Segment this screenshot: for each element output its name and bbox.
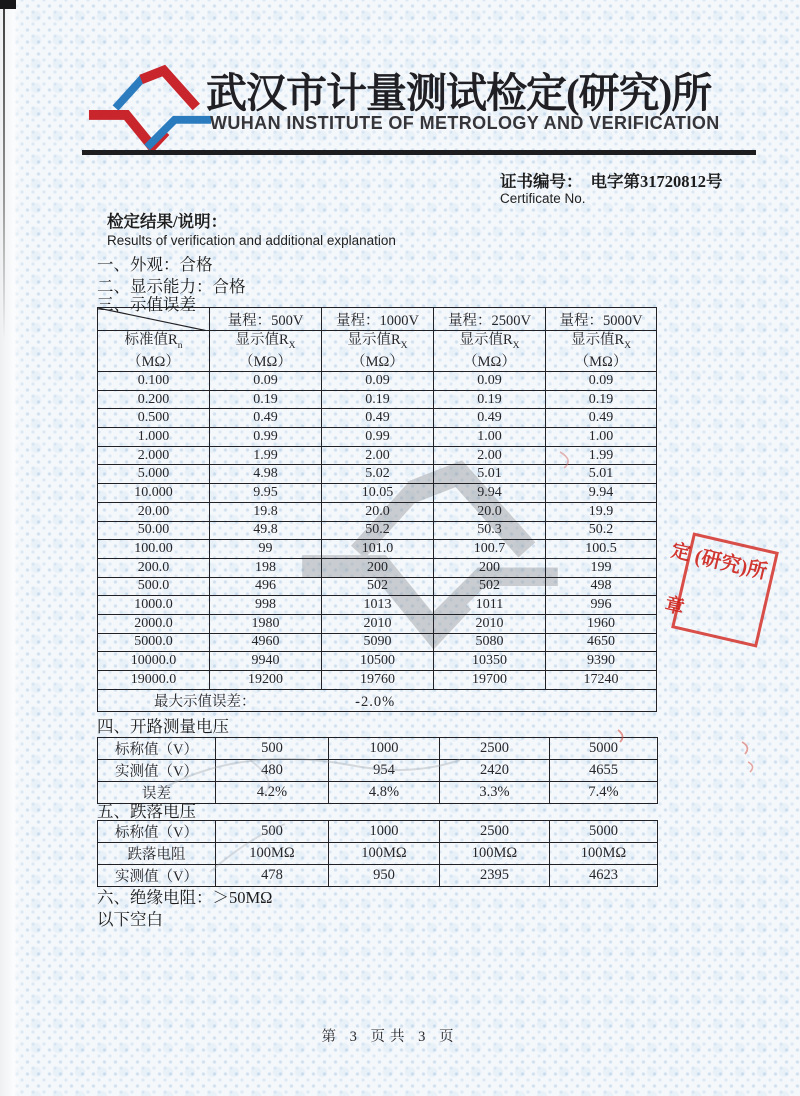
table-row <box>98 760 658 782</box>
header-rule <box>82 150 756 155</box>
column-header-row <box>98 331 657 372</box>
value-cell: 2500 <box>440 738 550 760</box>
value-cell: 5000 <box>550 821 658 843</box>
table-row <box>98 614 657 633</box>
value-cell: 19700 <box>434 671 546 690</box>
value-cell: 0.19 <box>546 390 657 409</box>
value-cell: 100MΩ <box>440 843 550 865</box>
value-cell: 4.2% <box>216 782 329 804</box>
range-header-1000v: 量程：1000V <box>322 308 434 331</box>
row-label-cell: 50.00 <box>98 521 210 540</box>
value-cell: 2.00 <box>434 446 546 465</box>
table-row <box>98 390 657 409</box>
max-error-value: -2.0% <box>355 693 396 710</box>
table-row <box>98 484 657 503</box>
value-cell: 2420 <box>440 760 550 782</box>
value-cell: 200 <box>322 558 434 577</box>
item-appearance: 一、外观：合格 <box>97 255 213 274</box>
value-cell: 1.00 <box>546 428 657 447</box>
value-cell: 10.05 <box>322 484 434 503</box>
value-cell: 0.49 <box>434 409 546 428</box>
scan-edge-line <box>3 0 5 340</box>
disp-value-header-1000v: 显示值$R_X$ （MΩ） <box>322 331 434 372</box>
table-row <box>98 540 657 559</box>
value-cell: 496 <box>210 577 322 596</box>
value-cell: 5090 <box>322 633 434 652</box>
row-label-cell: 20.00 <box>98 502 210 521</box>
results-heading-cn: 检定结果/说明： <box>107 212 228 231</box>
blank-below-note: 以下空白 <box>97 910 163 929</box>
value-cell: 4623 <box>550 865 658 887</box>
value-cell: 1960 <box>546 614 657 633</box>
value-cell: 1.99 <box>210 446 322 465</box>
value-cell: 480 <box>216 760 329 782</box>
value-cell: 1013 <box>322 596 434 615</box>
value-cell: 500 <box>216 738 329 760</box>
results-heading-en: Results of verification and additional explanation <box>107 233 396 248</box>
row-label-cell: 100.00 <box>98 540 210 559</box>
value-cell: 1011 <box>434 596 546 615</box>
table-row <box>98 372 657 391</box>
value-cell: 998 <box>210 596 322 615</box>
institute-title-cn: 武汉市计量测试检定(研究)所 <box>206 70 712 116</box>
table-row <box>98 738 658 760</box>
value-cell: 50.2 <box>322 521 434 540</box>
stamp-char-top: 定 <box>669 540 693 565</box>
value-cell: 4.8% <box>329 782 440 804</box>
table-row <box>98 409 657 428</box>
open-circuit-voltage-table <box>97 737 658 804</box>
value-cell: 478 <box>216 865 329 887</box>
value-cell: 4.98 <box>210 465 322 484</box>
row-label-cell: 0.200 <box>98 390 210 409</box>
row-label-cell: 5.000 <box>98 465 210 484</box>
table-row <box>98 502 657 521</box>
value-cell: 1.00 <box>434 428 546 447</box>
disp-value-header-500v: 显示值$R_X$ （MΩ） <box>210 331 322 372</box>
row-label-cell: 标称值（V） <box>98 821 216 843</box>
table-row <box>98 652 657 671</box>
value-cell: 954 <box>329 760 440 782</box>
value-cell: 50.3 <box>434 521 546 540</box>
value-cell: 0.99 <box>322 428 434 447</box>
page-number: 第 3 页共 3 页 <box>321 1029 459 1045</box>
value-cell: 199 <box>546 558 657 577</box>
value-cell: 0.99 <box>210 428 322 447</box>
row-label-cell: 0.500 <box>98 409 210 428</box>
value-cell: 3.3% <box>440 782 550 804</box>
value-cell: 100MΩ <box>329 843 440 865</box>
row-label-cell: 5000.0 <box>98 633 210 652</box>
value-cell: 996 <box>546 596 657 615</box>
value-cell: 9.94 <box>434 484 546 503</box>
value-cell: 4960 <box>210 633 322 652</box>
value-cell: 2010 <box>434 614 546 633</box>
value-cell: 4650 <box>546 633 657 652</box>
value-cell: 99 <box>210 540 322 559</box>
range-header-5000v: 量程：5000V <box>546 308 657 331</box>
red-seal-stamp <box>662 532 779 647</box>
max-error-row <box>98 689 657 711</box>
value-cell: 498 <box>546 577 657 596</box>
value-cell: 19760 <box>322 671 434 690</box>
value-cell: 100.7 <box>434 540 546 559</box>
value-cell: 10500 <box>322 652 434 671</box>
value-cell: 502 <box>434 577 546 596</box>
row-label-cell: 1000.0 <box>98 596 210 615</box>
value-cell: 0.19 <box>210 390 322 409</box>
value-cell: 19.9 <box>546 502 657 521</box>
value-cell: 5080 <box>434 633 546 652</box>
value-cell: 200 <box>434 558 546 577</box>
row-label-cell: 误差 <box>98 782 216 804</box>
value-cell: 100.5 <box>546 540 657 559</box>
institute-title-en: WUHAN INSTITUTE OF METROLOGY AND VERIFICATION <box>210 113 720 133</box>
value-cell: 502 <box>322 577 434 596</box>
value-cell: 0.49 <box>210 409 322 428</box>
value-cell: 100MΩ <box>550 843 658 865</box>
table-row <box>98 633 657 652</box>
value-cell: 950 <box>329 865 440 887</box>
value-cell: 0.19 <box>434 390 546 409</box>
table-row <box>98 821 658 843</box>
value-cell: 2395 <box>440 865 550 887</box>
value-cell: 0.49 <box>546 409 657 428</box>
disp-value-header-5000v: 显示值$R_X$ （MΩ） <box>546 331 657 372</box>
table-row <box>98 465 657 484</box>
certificate-number-line <box>500 168 723 192</box>
value-cell: 5.01 <box>434 465 546 484</box>
voltage-drop-table <box>97 820 658 887</box>
disp-value-header-2500v: 显示值$R_X$ （MΩ） <box>434 331 546 372</box>
value-cell: 4655 <box>550 760 658 782</box>
item-indication-error: 三、示值误差 <box>97 295 196 314</box>
std-value-header: 标准值$R_n$ （MΩ） <box>98 331 210 372</box>
row-label-cell: 2000.0 <box>98 614 210 633</box>
row-label-cell: 10.000 <box>98 484 210 503</box>
value-cell: 101.0 <box>322 540 434 559</box>
value-cell: 198 <box>210 558 322 577</box>
row-label-cell: 0.100 <box>98 372 210 391</box>
range-header-500v: 量程：500V <box>210 308 322 331</box>
institute-logo-icon <box>86 58 214 158</box>
diagonal-line <box>98 308 209 330</box>
range-header-row <box>98 308 657 331</box>
table-row <box>98 558 657 577</box>
item-voltage-drop: 五、跌落电压 <box>97 802 196 821</box>
value-cell: 0.09 <box>546 372 657 391</box>
value-cell: 1000 <box>329 738 440 760</box>
value-cell: 19.8 <box>210 502 322 521</box>
value-cell: 50.2 <box>546 521 657 540</box>
value-cell: 20.0 <box>434 502 546 521</box>
row-label-cell: 10000.0 <box>98 652 210 671</box>
item-insulation-resistance: 六、绝缘电阻：＞50MΩ <box>97 888 273 907</box>
value-cell: 1980 <box>210 614 322 633</box>
value-cell: 1.99 <box>546 446 657 465</box>
value-cell: 10350 <box>434 652 546 671</box>
value-cell: 500 <box>216 821 329 843</box>
value-cell: 19200 <box>210 671 322 690</box>
scan-corner-mark <box>0 0 16 9</box>
certificate-number-label: 证书编号： <box>500 172 583 191</box>
value-cell: 0.09 <box>210 372 322 391</box>
row-label-cell: 标称值（V） <box>98 738 216 760</box>
table-row <box>98 521 657 540</box>
value-cell: 2500 <box>440 821 550 843</box>
value-cell: 20.0 <box>322 502 434 521</box>
row-label-cell: 19000.0 <box>98 671 210 690</box>
certificate-number-value: 电字第31720812号 <box>590 172 723 191</box>
value-cell: 0.09 <box>434 372 546 391</box>
value-cell: 2010 <box>322 614 434 633</box>
value-cell: 1000 <box>329 821 440 843</box>
row-label-cell: 2.000 <box>98 446 210 465</box>
row-label-cell: 200.0 <box>98 558 210 577</box>
value-cell: 2.00 <box>322 446 434 465</box>
max-error-cell <box>98 689 657 711</box>
value-cell: 9.95 <box>210 484 322 503</box>
value-cell: 9.94 <box>546 484 657 503</box>
value-cell: 0.19 <box>322 390 434 409</box>
stamp-char-bottom: 章 <box>662 594 687 619</box>
value-cell: 17240 <box>546 671 657 690</box>
row-label-cell: 实测值（V） <box>98 865 216 887</box>
value-cell: 9390 <box>546 652 657 671</box>
table-row <box>98 843 658 865</box>
value-cell: 0.49 <box>322 409 434 428</box>
value-cell: 5000 <box>550 738 658 760</box>
certificate-number-label-en: Certificate No. <box>500 191 586 206</box>
row-label-cell: 1.000 <box>98 428 210 447</box>
value-cell: 100MΩ <box>216 843 329 865</box>
table-row <box>98 671 657 690</box>
row-label-cell: 500.0 <box>98 577 210 596</box>
max-error-label: 最大示值误差： <box>154 693 256 710</box>
value-cell: 0.09 <box>322 372 434 391</box>
value-cell: 9940 <box>210 652 322 671</box>
value-cell: 49.8 <box>210 521 322 540</box>
row-label-cell: 跌落电阻 <box>98 843 216 865</box>
table-row <box>98 446 657 465</box>
row-label-cell: 实测值（V） <box>98 760 216 782</box>
table-row <box>98 428 657 447</box>
item-display-ability: 二、显示能力：合格 <box>97 277 246 296</box>
table-row <box>98 596 657 615</box>
value-cell: 7.4% <box>550 782 658 804</box>
table-row <box>98 577 657 596</box>
value-cell: 5.01 <box>546 465 657 484</box>
indication-error-table <box>97 307 657 712</box>
item-open-circuit-voltage: 四、开路测量电压 <box>97 717 229 736</box>
value-cell: 5.02 <box>322 465 434 484</box>
range-header-2500v: 量程：2500V <box>434 308 546 331</box>
stamp-text: (研究)所 <box>692 545 770 584</box>
corner-cell <box>98 308 210 331</box>
